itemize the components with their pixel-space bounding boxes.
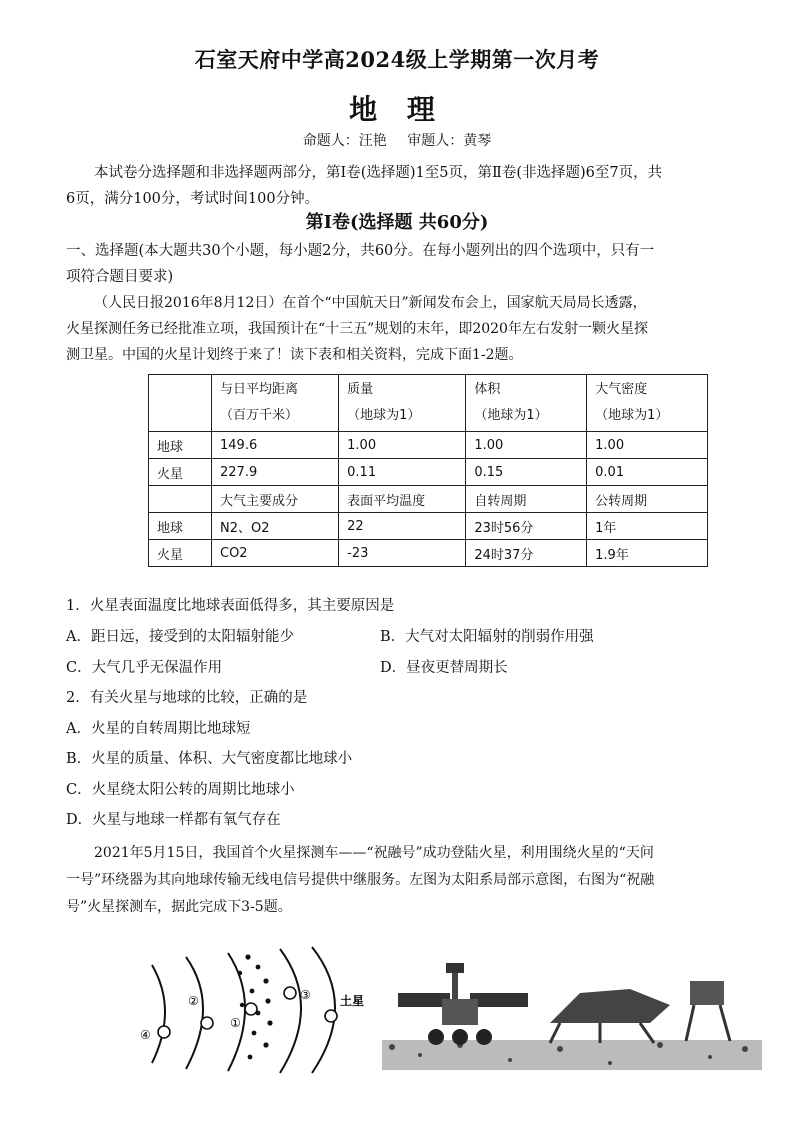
- lander-instrument: [690, 981, 724, 1005]
- question-1-option-c: C．大气几乎无保温作用: [66, 660, 223, 676]
- section-title: 第Ⅰ卷(选择题 共60分): [305, 212, 489, 233]
- author-line: [0, 130, 794, 150]
- reviewer: 审题人：黄琴: [407, 133, 492, 149]
- table-row: 地球 149.6 1.00 1.00 1.00: [149, 432, 708, 459]
- passage1-line-2: 火星探测任务已经批准立项，我国预计在“十三五”规划的末年，即2020年左右发射一颗火星探: [66, 321, 648, 337]
- rover-wheel: [428, 1029, 444, 1045]
- setter: 命题人：汪艳: [302, 133, 387, 149]
- table-subheader-row: 大气主要成分 表面平均温度 自转周期 公转周期: [149, 486, 708, 513]
- label-2: ②: [188, 994, 199, 1008]
- exam-title: 石室天府中学高2024级上学期第一次月考: [194, 47, 600, 72]
- orbit-arc: [228, 953, 245, 1071]
- table-header-cell: 与日平均距离 （百万千米）: [212, 375, 339, 432]
- rover-camera-head: [446, 963, 464, 973]
- question-1-option-a: A．距日远，接受到的太阳辐射能少: [66, 629, 294, 645]
- table-corner-cell: [149, 375, 212, 432]
- orbit-arc: [152, 965, 165, 1063]
- rover-illustration-icon: [382, 963, 762, 1070]
- rover-wheel: [476, 1029, 492, 1045]
- question-2-option-a: A．火星的自转周期比地球短: [66, 721, 251, 737]
- intro-line-1: 本试卷分选择题和非选择题两部分，第Ⅰ卷(选择题)1至5页，第Ⅱ卷(非选择题)6至7页，共: [94, 165, 663, 181]
- planet-circle: [158, 1026, 170, 1038]
- table-row: 地球 N2、O2 22 23时56分 1年: [149, 513, 708, 540]
- passage1-line-3: 测卫星。中国的火星计划终于来了！读下表和相关资料，完成下面1-2题。: [66, 347, 523, 363]
- question-2-option-d: D．火星与地球一样都有氧气存在: [66, 812, 281, 828]
- solar-panel-right: [470, 993, 528, 1007]
- solar-system-diagram: [140, 947, 364, 1073]
- passage2-line-2: 一号”环绕器为其向地球传输无线电信号提供中继服务。左图为太阳系局部示意图，右图为“祝融: [66, 872, 655, 888]
- passage2-line-3: 号”火星探测车，据此完成下3-5题。: [66, 899, 292, 915]
- rover-body: [442, 999, 478, 1025]
- instruction-line-1: 一、选择题(本大题共30个小题，每小题2分，共60分。在每小题列出的四个选项中，只有一: [66, 243, 655, 259]
- table-row: 火星 CO2 -23 24时37分 1.9年: [149, 540, 708, 567]
- question-1-option-b: B．大气对太阳辐射的削弱作用强: [380, 629, 594, 645]
- table-row: 火星 227.9 0.11 0.15 0.01: [149, 459, 708, 486]
- planet-data-table: [148, 374, 708, 567]
- solar-system-and-rover-figure: [130, 945, 770, 1075]
- ground-surface: [382, 1040, 762, 1070]
- rover-wheel: [452, 1029, 468, 1045]
- question-1-stem: 1．火星表面温度比地球表面低得多，其主要原因是: [66, 598, 395, 614]
- planet-circle: [201, 1017, 213, 1029]
- table-header-cell: 质量 （地球为1）: [339, 375, 466, 432]
- intro-line-2: 6页，满分100分，考试时间100分钟。: [66, 191, 320, 207]
- question-2-stem: 2．有关火星与地球的比较，正确的是: [66, 690, 308, 706]
- question-2-option-b: B．火星的质量、体积、大气密度都比地球小: [66, 751, 353, 767]
- label-3: ③: [300, 988, 311, 1002]
- passage1-line-1: （人民日报2016年8月12日）在首个“中国航天日”新闻发布会上，国家航天局局长透露，: [94, 295, 647, 311]
- rover-mast: [452, 969, 458, 999]
- table-header-cell: 体积 （地球为1）: [466, 375, 587, 432]
- orbit-arc: [186, 957, 203, 1069]
- instruction-line-2: 项符合题目要求): [66, 269, 174, 285]
- lander-body: [550, 989, 670, 1023]
- label-4: ④: [140, 1028, 151, 1042]
- subject-title: 地 理: [349, 93, 445, 126]
- saturn-label: 土星: [340, 994, 365, 1008]
- label-2b: ①: [230, 1016, 241, 1030]
- table-header-row: [149, 375, 708, 432]
- question-2-option-c: C．火星绕太阳公转的周期比地球小: [66, 782, 295, 798]
- passage2-line-1: 2021年5月15日，我国首个火星探测车——“祝融号”成功登陆火星，利用围绕火星的“天问: [94, 845, 654, 861]
- planet-circle: [325, 1010, 337, 1022]
- table-header-cell: 大气密度 （地球为1）: [587, 375, 708, 432]
- planet-circle: [284, 987, 296, 999]
- planet-circle: [245, 1003, 257, 1015]
- question-1-option-d: D．昼夜更替周期长: [380, 660, 508, 676]
- orbit-arc: [280, 949, 301, 1073]
